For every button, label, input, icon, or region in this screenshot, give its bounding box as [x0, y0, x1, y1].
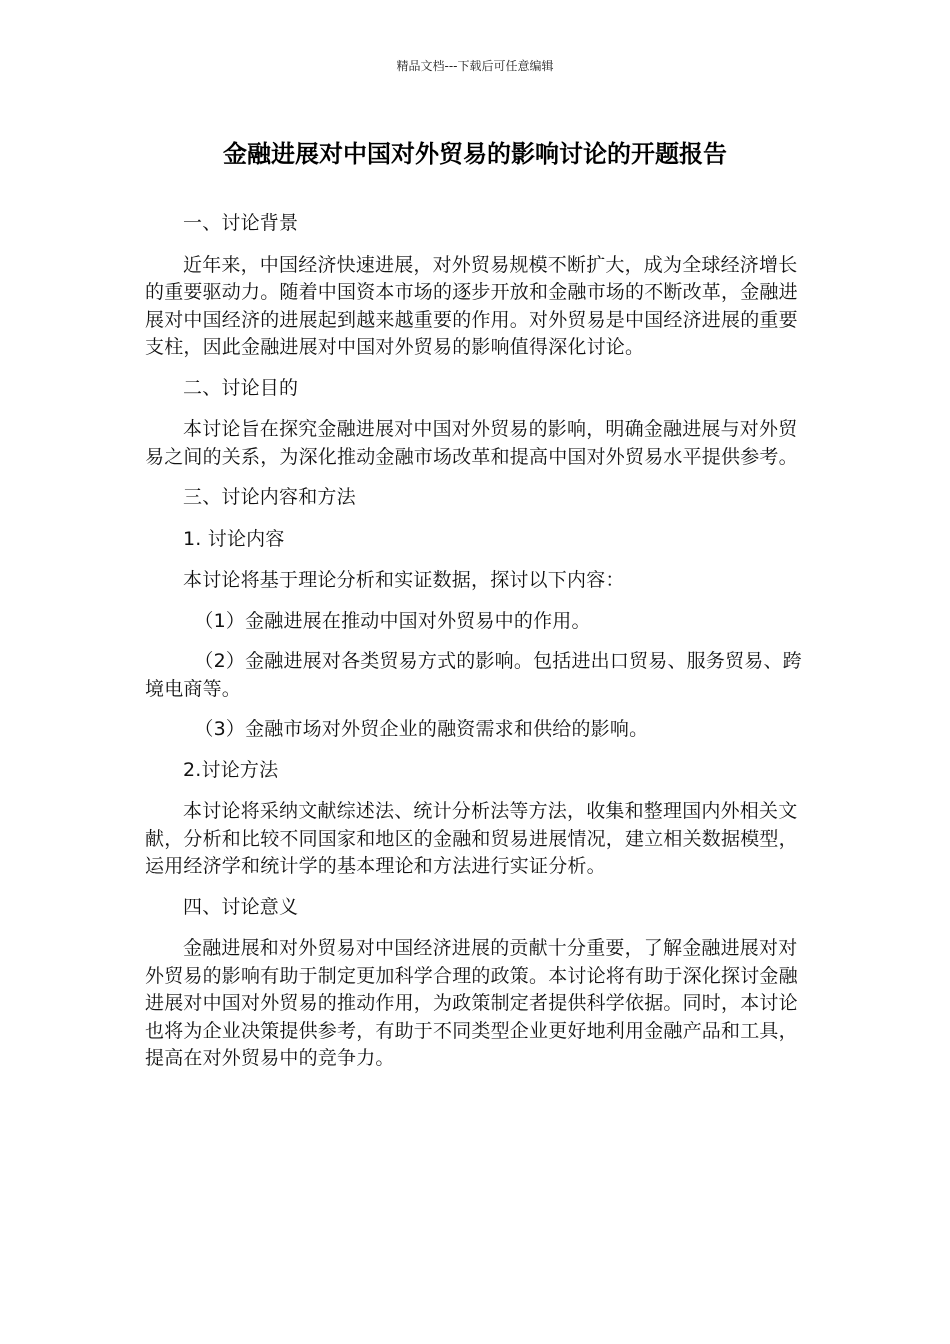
section-heading-purpose: 二、讨论目的	[183, 376, 299, 399]
paragraph-content-intro: 本讨论将基于理论分析和实证数据，探讨以下内容：	[183, 569, 625, 591]
page-header-note: 精品文档---下载后可任意编辑	[396, 59, 554, 73]
section-heading-background: 一、讨论背景	[183, 212, 299, 234]
paragraph-purpose: 本讨论旨在探究金融进展对中国对外贸易的影响，明确金融进展与对外贸易之间的关系，为深化推动金融市场改革和提高中国对外贸易水平提供参考。	[145, 418, 798, 468]
section-heading-significance: 四、讨论意义	[183, 895, 299, 918]
document-title: 金融进展对中国对外贸易的影响讨论的开题报告	[223, 140, 727, 168]
list-item-3: （3）金融市场对外贸企业的融资需求和供给的影响。	[194, 718, 649, 740]
paragraph-background: 近年来，中国经济快速进展，对外贸易规模不断扩大，成为全球经济增长的重要驱动力。随着中国资本市场的逐步开放和金融市场的不断改革，金融进展对中国经济的进展起到越来越重要的作用。对外贸易是中国经济进展的重要支柱，因此金融进展对中国对外贸易的影响值得深化讨论。	[145, 253, 798, 358]
subheading-content: 1. 讨论内容	[183, 527, 285, 550]
document-body	[145, 210, 805, 1086]
list-item-1: （1）金融进展在推动中国对外贸易中的作用。	[194, 609, 591, 632]
subheading-method: 2.讨论方法	[183, 758, 279, 781]
section-heading-content-method: 三、讨论内容和方法	[183, 486, 356, 508]
paragraph-significance: 金融进展和对外贸易对中国经济进展的贡献十分重要，了解金融进展对对外贸易的影响有助于制定更加科学合理的政策。本讨论将有助于深化探讨金融进展对中国对外贸易的推动作用，为政策制定者提供科学依据。同时，本讨论也将为企业决策提供参考，有助于不同类型企业更好地利用金融产品和工具，提高在对外贸易中的竞争力。	[145, 937, 798, 1069]
list-item-2: （2）金融进展对各类贸易方式的影响。包括进出口贸易、服务贸易、跨境电商等。	[145, 650, 802, 700]
paragraph-method: 本讨论将采纳文献综述法、统计分析法等方法，收集和整理国内外相关文献，分析和比较不同国家和地区的金融和贸易进展情况，建立相关数据模型，运用经济学和统计学的基本理论和方法进行实证分析。	[145, 800, 798, 877]
